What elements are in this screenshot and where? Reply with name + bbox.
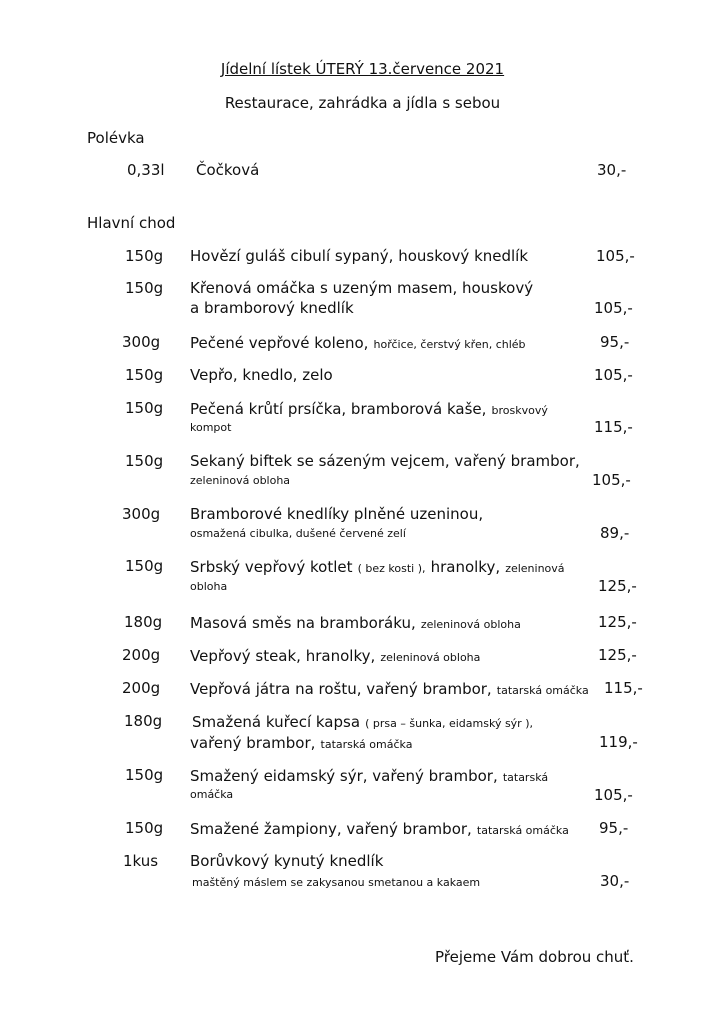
- dish-note: tatarská omáčka: [320, 738, 413, 751]
- dish-price: 105,-: [592, 471, 631, 489]
- dish-note: zeleninová obloha: [380, 651, 481, 664]
- dish-name-main: Smažený eidamský sýr, vařený brambor,: [190, 767, 498, 785]
- dish-name-line2: [190, 733, 412, 752]
- dish-name-main: Srbský vepřový kotlet: [190, 558, 353, 576]
- dish-name-main: Vepřová játra na roštu, vařený brambor,: [190, 680, 492, 698]
- dish-price: 105,-: [594, 786, 633, 804]
- dish-name: [190, 399, 548, 418]
- dish-name: Vepřo, knedlo, zelo: [190, 366, 333, 384]
- dish-note: hořčice, čerstvý křen, chléb: [373, 338, 526, 351]
- dish-qty: 180g: [124, 712, 163, 730]
- dish-name: Hovězí guláš cibulí sypaný, houskový knedlík: [190, 247, 529, 265]
- footer-greeting: Přejeme Vám dobrou chuť.: [435, 948, 634, 966]
- menu-title: Jídelní lístek ÚTERÝ 13.července 2021: [220, 60, 505, 78]
- dish-price: 95,-: [599, 819, 629, 837]
- dish-name: [190, 819, 569, 838]
- dish-note: tatarská: [502, 771, 549, 784]
- dish-name-main: Vepřový steak, hranolky,: [190, 647, 376, 665]
- dish-price: 115,-: [604, 679, 643, 697]
- dish-name-main: Pečená krůtí prsíčka, bramborová kaše,: [190, 400, 487, 418]
- dish-note: ( bez kosti ),: [357, 562, 426, 575]
- dish-qty: 300g: [122, 505, 161, 523]
- dish-name: [190, 557, 565, 576]
- dish-qty: 150g: [125, 452, 164, 470]
- soup-price: 30,-: [597, 161, 627, 179]
- dish-qty: 1kus: [123, 852, 159, 870]
- dish-name: Bramborové knedlíky plněné uzeninou,: [190, 505, 484, 523]
- dish-note-line2: kompot: [190, 421, 232, 434]
- dish-note-line2: obloha: [190, 580, 228, 593]
- dish-note-line2: maštěný máslem se zakysanou smetanou a kakaem: [192, 876, 481, 889]
- dish-name-main: Smažené žampiony, vařený brambor,: [190, 820, 472, 838]
- dish-name: [190, 679, 589, 698]
- dish-note: broskvový: [491, 404, 548, 417]
- dish-qty: 150g: [125, 819, 164, 837]
- menu-subtitle: Restaurace, zahrádka a jídla s sebou: [224, 94, 501, 112]
- dish-name-main: Masová směs na bramboráku,: [190, 614, 416, 632]
- dish-price: 105,-: [594, 299, 633, 317]
- dish-qty: 150g: [125, 766, 164, 784]
- dish-note: tatarská omáčka: [476, 824, 569, 837]
- dish-qty: 150g: [125, 366, 164, 384]
- dish-name: [190, 766, 548, 785]
- dish-name: [190, 333, 526, 352]
- dish-name-main: Pečené vepřové koleno,: [190, 334, 369, 352]
- soup-name: Čočková: [196, 161, 260, 179]
- dish-price: 30,-: [600, 872, 630, 890]
- dish-note: zeleninová: [505, 562, 565, 575]
- dish-qty: 150g: [125, 247, 164, 265]
- dish-price: 105,-: [594, 366, 633, 384]
- dish-name: Borůvkový kynutý knedlík: [190, 852, 384, 870]
- dish-qty: 150g: [125, 279, 164, 297]
- dish-note: tatarská omáčka: [496, 684, 589, 697]
- dish-qty: 180g: [124, 613, 163, 631]
- dish-name-main: vařený brambor,: [190, 734, 316, 752]
- dish-qty: 300g: [122, 333, 161, 351]
- dish-name-line2: a bramborový knedlík: [190, 299, 354, 317]
- dish-note-line2: osmažená cibulka, dušené červené zelí: [190, 527, 406, 540]
- dish-qty: 200g: [122, 679, 161, 697]
- dish-qty: 150g: [125, 399, 164, 417]
- dish-price: 115,-: [594, 418, 633, 436]
- dish-price: 125,-: [598, 577, 637, 595]
- dish-price: 89,-: [600, 524, 630, 542]
- dish-name: Sekaný biftek se sázeným vejcem, vařený brambor,: [190, 452, 580, 470]
- dish-price: 95,-: [600, 333, 630, 351]
- main-heading: Hlavní chod: [87, 214, 176, 232]
- dish-name: [190, 646, 480, 665]
- dish-price: 119,-: [599, 733, 638, 751]
- dish-price: 105,-: [596, 247, 635, 265]
- soup-qty: 0,33l: [127, 161, 165, 179]
- soup-heading: Polévka: [87, 129, 145, 147]
- dish-note: zeleninová obloha: [420, 618, 521, 631]
- dish-price: 125,-: [598, 613, 637, 631]
- dish-note-line2: omáčka: [190, 788, 234, 801]
- dish-name: [192, 712, 533, 731]
- dish-qty: 150g: [125, 557, 164, 575]
- dish-price: 125,-: [598, 646, 637, 664]
- dish-qty: 200g: [122, 646, 161, 664]
- dish-name: Křenová omáčka s uzeným masem, houskový: [190, 279, 534, 297]
- dish-note-line2: zeleninová obloha: [190, 474, 291, 487]
- dish-note: ( prsa – šunka, eidamský sýr ),: [365, 717, 533, 730]
- dish-name: [190, 613, 521, 632]
- dish-name-main: Smažená kuřecí kapsa: [192, 713, 361, 731]
- dish-name-side: hranolky,: [430, 558, 501, 576]
